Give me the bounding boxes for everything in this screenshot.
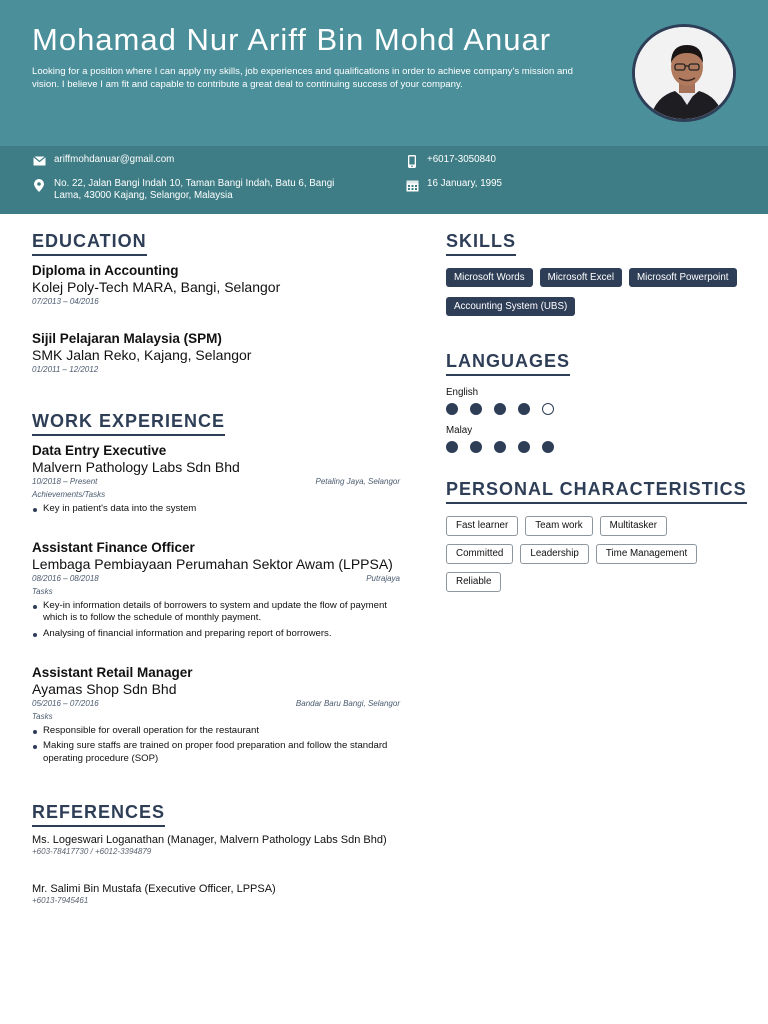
contact-email: ariffmohdanuar@gmail.com: [54, 154, 175, 165]
work-bullet: Key in patient's data into the system: [32, 503, 400, 515]
level-dot-filled: [470, 403, 482, 415]
contact-address-item: [32, 178, 342, 202]
work-entry: [32, 540, 400, 643]
work-bullets: [32, 725, 400, 765]
work-role: Assistant Finance Officer: [32, 540, 195, 555]
contact-birthdate-item: [405, 178, 502, 192]
contact-birthdate: 16 January, 1995: [427, 178, 502, 189]
work-entry: [32, 443, 400, 518]
reference-name: Ms. Logeswari Loganathan (Manager, Malvern Pathology Labs Sdn Bhd): [32, 834, 387, 846]
personal-characteristics-heading: PERSONAL CHARACTERISTICS: [446, 479, 747, 504]
location-pin-icon: [32, 178, 46, 192]
education-entry: [32, 331, 400, 375]
education-school: Kolej Poly-Tech MARA, Bangi, Selangor: [32, 279, 281, 295]
envelope-icon: [32, 154, 46, 168]
level-dot-filled: [470, 441, 482, 453]
work-location: Bandar Baru Bangi, Selangor: [295, 699, 400, 708]
language-item: [446, 425, 646, 453]
level-dot-filled: [518, 403, 530, 415]
education-degree: Sijil Pelajaran Malaysia (SPM): [32, 331, 222, 346]
language-level-dots: [446, 441, 646, 453]
work-meta: [32, 477, 400, 487]
work-tasks-label: Achievements/Tasks: [32, 490, 106, 499]
header-banner: [0, 0, 768, 146]
level-dot-filled: [446, 403, 458, 415]
language-name: English: [446, 387, 479, 398]
summary-text: Looking for a position where I can apply my skills, job experiences and qualifications in order to achieve company's mission and vision. I believe I am fit and capable to contribute a great deal to continuing success of your company.: [32, 66, 573, 90]
characteristic-tag: Team work: [525, 516, 592, 536]
work-bullet: Making sure staffs are trained on proper food preparation and follow the standard operating procedure (SOP): [32, 740, 400, 765]
level-dot-filled: [494, 441, 506, 453]
work-role: Assistant Retail Manager: [32, 665, 193, 680]
level-dot-empty: [542, 403, 554, 415]
work-bullet: Key-in information details of borrowers to system and update the flow of payment which is to follow the schedule of monthly payment.: [32, 600, 400, 625]
work-bullets: [32, 600, 400, 640]
work-role: Data Entry Executive: [32, 443, 167, 458]
references-heading: REFERENCES: [32, 802, 165, 827]
work-location: Putrajaya: [366, 574, 400, 583]
characteristic-tag: Reliable: [446, 572, 501, 592]
work-bullet: Responsible for overall operation for the restaurant: [32, 725, 400, 737]
work-tasks-label: Tasks: [32, 712, 53, 721]
work-company: Malvern Pathology Labs Sdn Bhd: [32, 459, 240, 475]
work-experience-heading: WORK EXPERIENCE: [32, 411, 225, 436]
education-meta: [32, 365, 400, 375]
calendar-icon: [405, 178, 419, 192]
skill-tag: Accounting System (UBS): [446, 297, 575, 316]
languages-heading: LANGUAGES: [446, 351, 570, 376]
language-name: Malay: [446, 425, 473, 436]
work-dates: 08/2016 – 08/2018: [32, 574, 99, 583]
contact-band: [0, 146, 768, 214]
work-entry: [32, 665, 400, 768]
education-dates: 01/2011 – 12/2012: [32, 365, 99, 374]
characteristic-tag: Leadership: [520, 544, 588, 564]
candidate-name: Mohamad Nur Ariff Bin Mohd Anuar: [32, 22, 552, 57]
reference-phone: +603-78417730 / +6012-3394879: [32, 847, 152, 856]
education-dates: 07/2013 – 04/2016: [32, 297, 99, 306]
work-dates: 10/2018 – Present: [32, 477, 98, 486]
characteristic-tag: Multitasker: [600, 516, 667, 536]
work-company: Ayamas Shop Sdn Bhd: [32, 681, 177, 697]
education-school: SMK Jalan Reko, Kajang, Selangor: [32, 347, 252, 363]
work-meta: [32, 574, 400, 584]
reference-phone: +6013-7945461: [32, 896, 89, 905]
level-dot-filled: [446, 441, 458, 453]
contact-address: No. 22, Jalan Bangi Indah 10, Taman Bangi Indah, Batu 6, Bangi Lama, 43000 Kajang, Selangor, Malaysia: [54, 178, 335, 201]
skills-heading: SKILLS: [446, 231, 516, 256]
profile-photo-image: [635, 27, 736, 122]
reference-name: Mr. Salimi Bin Mustafa (Executive Officer, LPPSA): [32, 883, 276, 895]
reference-entry: [32, 834, 402, 856]
level-dot-filled: [518, 441, 530, 453]
phone-icon: [405, 154, 419, 168]
characteristic-tag: Committed: [446, 544, 513, 564]
skill-tag: Microsoft Words: [446, 268, 533, 287]
education-heading: EDUCATION: [32, 231, 147, 256]
contact-phone-item[interactable]: [405, 154, 496, 168]
characteristic-tag: Fast learner: [446, 516, 518, 536]
work-meta: [32, 699, 400, 709]
work-bullet: Analysing of financial information and preparing report of borrowers.: [32, 628, 400, 640]
level-dot-filled: [542, 441, 554, 453]
work-company: Lembaga Pembiayaan Perumahan Sektor Awam (LPPSA): [32, 556, 393, 572]
work-bullets: [32, 503, 400, 515]
skills-list: [446, 268, 746, 326]
level-dot-filled: [494, 403, 506, 415]
reference-entry: [32, 883, 402, 905]
education-degree: Diploma in Accounting: [32, 263, 179, 278]
work-dates: 05/2016 – 07/2016: [32, 699, 99, 708]
work-location: Petaling Jaya, Selangor: [315, 477, 400, 486]
work-tasks-label: Tasks: [32, 587, 53, 596]
language-item: [446, 387, 646, 415]
contact-email-item[interactable]: [32, 154, 174, 168]
skill-tag: Microsoft Powerpoint: [629, 268, 736, 287]
skill-tag: Microsoft Excel: [540, 268, 622, 287]
characteristics-list: [446, 516, 726, 600]
profile-photo: [632, 24, 736, 122]
education-meta: [32, 297, 400, 307]
language-level-dots: [446, 403, 646, 415]
contact-phone: +6017-3050840: [427, 154, 496, 165]
characteristic-tag: Time Management: [596, 544, 697, 564]
education-entry: [32, 263, 400, 307]
